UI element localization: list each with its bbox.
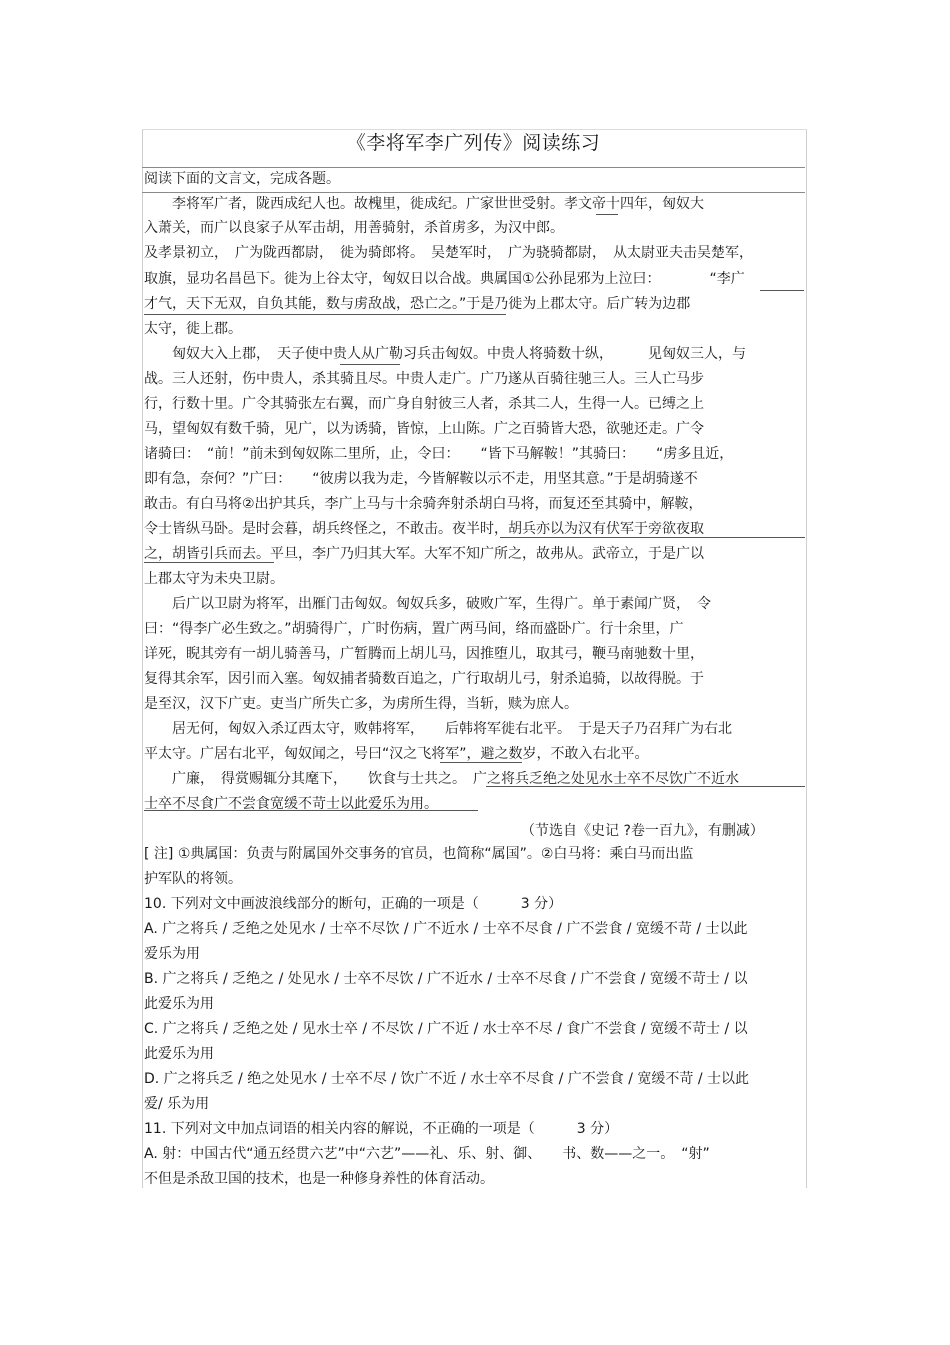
passage-line: 马，望匈奴有数千骑，见广，以为诱骑，皆惊，上山陈。广之百骑皆大恐，欲驰还走。广令 [144,421,704,437]
underline-mark [760,290,804,291]
source-citation: （节选自《史记 ?卷一百九》，有删减） [521,823,764,839]
passage-line: 详死，睨其旁有一胡儿骑善马，广暂腾而上胡儿马，因推堕儿，取其弓，鞭马南驰数十里， [144,646,704,662]
footnote-line: [ 注] ①典属国：负责与附属国外交事务的官员，也简称“属国”。②白马将：乘白马而出监 [144,846,694,862]
page-title: 《李将军李广列传》阅读练习 [346,132,601,154]
passage-line: 太守，徙上郡。 [144,321,242,337]
passage-line: 令士皆纵马卧。是时会暮，胡兵终怪之，不敢击。夜半时，胡兵亦以为汉有伏军于旁欲夜取 [144,521,704,537]
instruction-text: 阅读下面的文言文，完成各题。 [144,171,340,187]
question-11-option-a-cont: 不但是杀敌卫国的技术，也是一种修身养性的体育活动。 [144,1171,494,1187]
passage-line: 行，行数十里。广令其骑张左右翼，而广身自射彼三人者，杀其二人，生得一人。已缚之上 [144,396,704,412]
passage-line: 诸骑曰： “前！”前未到匈奴陈二里所，止，令曰： “皆下马解鞍！”其骑曰： “虏多且近， [144,446,734,462]
question-10-option-b-cont: 此爱乐为用 [144,996,214,1012]
question-10-option-a-cont: 爱乐为用 [144,946,200,962]
passage-line: 上郡太守为未央卫尉。 [144,571,284,587]
passage-line: 是至汉，汉下广吏。吏当广所失亡多，为虏所生得，当斩，赎为庶人。 [144,696,578,712]
passage-line: 匈奴大入上郡， 天子使中贵人从广勒习兵击匈奴。中贵人将骑数十纵， 见匈奴三人，与 [144,346,746,362]
underline-mark [144,314,506,315]
passage-line: 即有急，奈何？”广曰： “彼虏以我为走，今皆解鞍以示不走，用坚其意。”于是胡骑遂不 [144,471,698,487]
passage-line: 后广以卫尉为将军，出雁门击匈奴。匈奴兵多，破败广军，生得广。单于素闻广贤， 令 [144,596,711,612]
question-10-option-a: A. 广之将兵 / 乏绝之处见水 / 士卒不尽饮 / 广不近水 / 士卒不尽食 / 广不尝食 / 宽缓不苛 / 士以此 [144,921,748,937]
passage-line: 才气，天下无双，自负其能，数与虏敌战，恐亡之。”于是乃徙为上郡太守。后广转为边郡 [144,296,691,312]
passage-line: 居无何，匈奴入杀辽西太守，败韩将军， 后韩将军徙右北平。 于是天子乃召拜广为右北 [144,721,732,737]
question-10-option-c-cont: 此爱乐为用 [144,1046,214,1062]
passage-line: 复得其余军，因引而入塞。匈奴捕者骑数百追之，广行取胡儿弓，射杀追骑，以故得脱。于 [144,671,704,687]
passage-line: 士卒不尽食广不尝食宽缓不苛士以此爱乐为用。 [144,796,438,812]
underline-mark [340,364,400,365]
footnote-line: 护军队的将领。 [144,871,242,887]
passage-line: 曰：“得李广必生致之。”胡骑得广，广时伤病，置广两马间，络而盛卧广。行十余里，广 [144,621,684,637]
underline-mark [596,214,618,215]
question-11-stem: 11. 下列对文中加点词语的相关内容的解说，不正确的一项是（ 3 分） [144,1121,619,1137]
passage-line: 李将军广者，陇西成纪人也。故槐里，徙成纪。广家世世受射。孝文帝十四年，匈奴大 [144,196,704,212]
question-10-option-d: D. 广之将兵乏 / 绝之处见水 / 士卒不尽 / 饮广不近 / 水士卒不尽食 / 广不尝食 / 宽缓不苛 / 士以此 [144,1071,749,1087]
question-10-stem: 10. 下列对文中画波浪线部分的断句，正确的一项是（ 3 分） [144,896,563,912]
question-10-option-b: B. 广之将兵 / 乏绝之 / 处见水 / 士卒不尽饮 / 广不近水 / 士卒不尽食 / 广不尝食 / 宽缓不苛士 / 以 [144,971,748,987]
passage-line: 之，胡皆引兵而去。平旦，李广乃归其大军。大军不知广所之，故弗从。武帝立，于是广以 [144,546,704,562]
passage-line: 及孝景初立， 广为陇西都尉， 徙为骑郎将。 吴楚军时， 广为骁骑都尉， 从太尉亚夫击吴楚军， [144,245,753,261]
question-11-option-a: A. 射：中国古代“通五经贯六艺”中“六艺”——礼、乐、射、御、 书、数——之一。 “射” [144,1146,710,1162]
passage-line: 平太守。广居右北平，匈奴闻之，号曰“汉之飞将军”，避之数岁，不敢入右北平。 [144,746,649,762]
passage-line: 战。三人还射，伤中贵人，杀其骑且尽。中贵人走广。广乃遂从百骑往驰三人。三人亡马步 [144,371,704,387]
passage-line: 敢击。有白马将②出护其兵，李广上马与十余骑奔射杀胡白马将，而复还至其骑中，解鞍， [144,496,703,512]
passage-line: 广廉， 得赏赐辄分其麾下， 饮食与士共之。 广之将兵乏绝之处见水士卒不尽饮广不近水 [144,771,739,787]
passage-line: 取旗，显功名昌邑下。徙为上谷太守，匈奴日以合战。典属国①公孙昆邪为上泣曰： “李广 [144,271,745,287]
question-10-option-d-cont: 爱/ 乐为用 [144,1096,210,1112]
question-10-option-c: C. 广之将兵 / 乏绝之处 / 见水士卒 / 不尽饮 / 广不近 / 水士卒不尽 / 食广不尝食 / 宽缓不苛士 / 以 [144,1021,748,1037]
passage-line: 入萧关，而广以良家子从军击胡，用善骑射，杀首虏多，为汉中郎。 [144,220,564,236]
